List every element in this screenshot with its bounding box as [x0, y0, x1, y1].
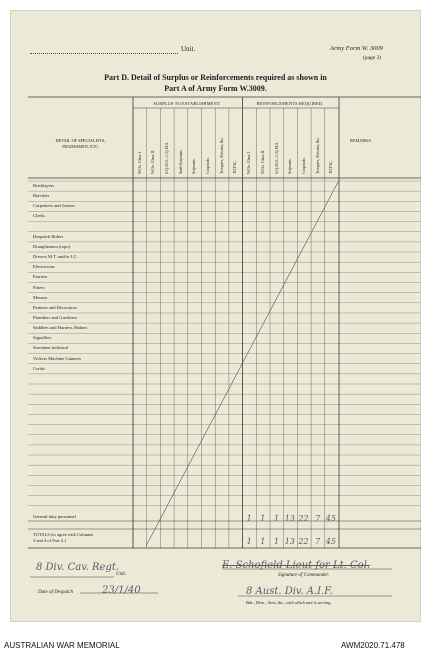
- column-header: Serjeants.: [287, 158, 293, 174]
- trade-row-label: Vickers Machine Gunners: [33, 355, 81, 361]
- totals-label-line2: 3 and 4 of Part A.): [33, 537, 67, 543]
- formation-handwritten: 8 Aust. Div. A.I.F.: [246, 586, 333, 597]
- column-header: Serjeants.: [191, 158, 197, 174]
- column-header: Corporals.: [300, 157, 306, 174]
- specialists-header-line2: TRADESMEN, ETC.: [61, 144, 100, 149]
- signature-label: Signature of Commander.: [278, 573, 330, 578]
- trade-row-label: Farriers: [33, 274, 48, 280]
- specialists-header: [28, 138, 133, 150]
- trade-row-label: Storemen technical: [33, 345, 69, 351]
- reinforcements-group-header: REINFORCEMENTS REQUIRED.: [256, 101, 324, 106]
- trade-row-label: Bricklayers: [33, 183, 55, 188]
- unit-handwritten: 8 Div. Cav. Regt.: [36, 562, 120, 573]
- trade-row-label: Masons: [33, 294, 48, 300]
- trade-row-label: Electricians: [33, 264, 55, 270]
- general-duty-entry: 1: [246, 514, 252, 523]
- general-duty-entry: 45: [325, 514, 336, 523]
- column-header: TOTAL.: [328, 160, 334, 174]
- column-header: S.Q.M.S.; C.Q.M.S.: [273, 141, 279, 174]
- form-page-number: (page 2): [363, 55, 382, 61]
- totals-entry: 13: [284, 537, 295, 546]
- remarks-header: REMARKS.: [350, 138, 372, 143]
- totals-entry: 45: [325, 537, 336, 546]
- general-duty-label: General duty personnel: [33, 514, 76, 519]
- general-duty-entry: 13: [284, 514, 295, 523]
- form-title-line1: Part D. Detail of Surplus or Reinforcements required as shown in: [104, 73, 327, 82]
- trade-row-label: Signallers: [33, 335, 52, 341]
- column-header: W.Os. Class II.: [150, 149, 156, 174]
- column-header: Troopers, Privates, &c.: [314, 136, 320, 174]
- caption-left: AUSTRALIAN WAR MEMORIAL: [4, 641, 120, 650]
- surplus-group-header: SURPLUS TO ESTABLISHMENT.: [153, 101, 221, 106]
- specialists-header-line1: DETAIL OF SPECIALISTS,: [55, 138, 106, 143]
- trade-row-label: Carpenters and Joiners: [33, 203, 75, 209]
- footer-unit-label: Unit.: [116, 572, 127, 577]
- trade-row-label: Drivers M.T. and/or I.C.: [33, 254, 78, 260]
- general-duty-entry: 1: [260, 514, 266, 523]
- trade-row-label: Draughtsmen (topo): [33, 243, 71, 249]
- trade-row-label: Plumbers and Gasfitters: [33, 314, 78, 320]
- trade-row-label: Cooks: [33, 365, 45, 371]
- trade-row-label: Saddlers and Harness Makers: [33, 325, 88, 331]
- general-duty-entry: 7: [315, 514, 321, 523]
- column-header: W.Os. Class II.: [259, 149, 265, 174]
- despatch-date-handwritten: 23/1/40: [102, 585, 141, 596]
- column-header: Troopers, Privates, &c.: [218, 136, 224, 174]
- unit-label: Unit.: [181, 45, 196, 53]
- general-duty-entry: 1: [274, 514, 280, 523]
- general-duty-entry: 22: [298, 514, 309, 523]
- totals-entry: 22: [298, 537, 309, 546]
- totals-entry: 1: [274, 537, 280, 546]
- column-header: W.Os. Class I.: [246, 151, 252, 174]
- formation-label: Bde., Divn., Area, &c., with which unit is serving.: [246, 600, 332, 605]
- totals-entry: 1: [260, 537, 266, 546]
- trade-row-label: Fitters: [33, 284, 45, 290]
- column-header: W.Os. Class I.: [136, 151, 142, 174]
- trade-row-label: Painters and Decorators: [33, 304, 77, 310]
- despatch-label: Date of Despatch: [38, 590, 73, 595]
- form-title-line2: Part A of Army Form W.3009.: [164, 84, 267, 93]
- totals-label: [33, 532, 93, 543]
- totals-entry: 1: [246, 537, 252, 546]
- column-header: Corporals.: [205, 157, 210, 174]
- column-header: TOTAL.: [232, 160, 238, 174]
- cancellation-diagonal: [146, 182, 338, 546]
- totals-label-line1: TOTALS (to agree with Columns: [33, 532, 94, 537]
- totals-entry: 7: [315, 537, 321, 546]
- form-reference: Army Form W. 3009: [330, 45, 383, 52]
- column-header: Staff-Serjeants.: [177, 149, 183, 174]
- trade-row-label: Despatch Riders: [33, 233, 64, 239]
- trade-row-label: Butchers: [33, 193, 50, 199]
- trade-row-label: Clerks: [33, 213, 45, 219]
- column-header: S.Q.M.S.; C.Q.M.S.: [163, 141, 169, 174]
- caption-right: AWM2020.71.478: [341, 641, 405, 650]
- signature-handwritten: E. Schofield Lieut for Lt. Col.: [222, 560, 371, 571]
